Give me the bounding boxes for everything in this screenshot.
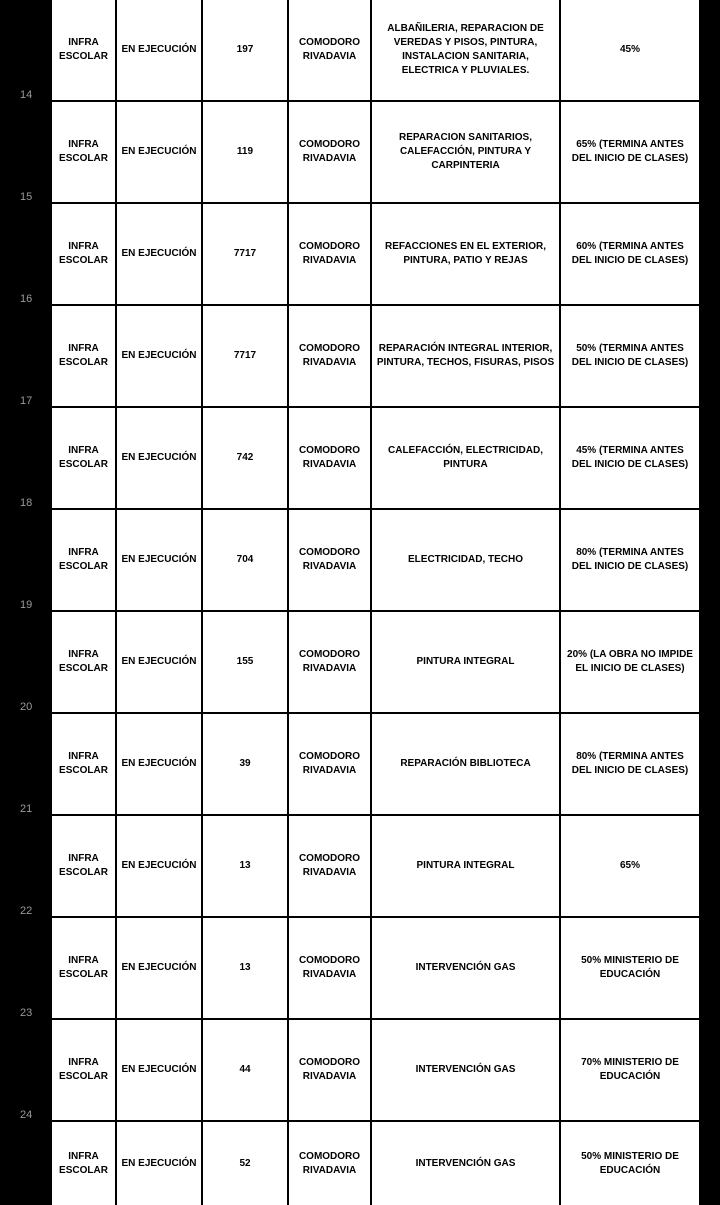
table-row (0, 918, 720, 1020)
tipo-cell[interactable]: INFRA ESCOLAR (50, 102, 117, 204)
row-number-label: 14 (20, 89, 33, 101)
row-number[interactable] (0, 510, 50, 612)
tipo-cell[interactable]: INFRA ESCOLAR (50, 714, 117, 816)
localidad-cell[interactable]: COMODORO RIVADAVIA (289, 306, 372, 408)
table-row (0, 102, 720, 204)
estado-cell[interactable]: EN EJECUCIÓN (117, 1122, 203, 1205)
table-row (0, 0, 720, 102)
table-row (0, 306, 720, 408)
localidad-cell[interactable]: COMODORO RIVADAVIA (289, 918, 372, 1020)
tipo-cell[interactable]: INFRA ESCOLAR (50, 1020, 117, 1122)
obra-cell[interactable]: INTERVENCIÓN GAS (372, 1020, 561, 1122)
tipo-cell[interactable]: INFRA ESCOLAR (50, 204, 117, 306)
estado-cell[interactable]: EN EJECUCIÓN (117, 408, 203, 510)
tipo-cell[interactable]: INFRA ESCOLAR (50, 408, 117, 510)
avance-cell[interactable]: 80% (TERMINA ANTES DEL INICIO DE CLASES) (561, 510, 701, 612)
escuela-cell[interactable]: 742 (203, 408, 289, 510)
estado-cell[interactable]: EN EJECUCIÓN (117, 204, 203, 306)
row-number[interactable] (0, 816, 50, 918)
escuela-cell[interactable]: 7717 (203, 204, 289, 306)
row-number[interactable] (0, 408, 50, 510)
row-number-label: 23 (20, 1007, 33, 1019)
avance-cell[interactable]: 60% (TERMINA ANTES DEL INICIO DE CLASES) (561, 204, 701, 306)
row-number-label: 21 (20, 803, 33, 815)
row-number[interactable] (0, 714, 50, 816)
tipo-cell[interactable]: INFRA ESCOLAR (50, 306, 117, 408)
estado-cell[interactable]: EN EJECUCIÓN (117, 1020, 203, 1122)
obra-cell[interactable]: REPARACIÓN BIBLIOTECA (372, 714, 561, 816)
row-number[interactable] (0, 204, 50, 306)
avance-cell[interactable]: 50% (TERMINA ANTES DEL INICIO DE CLASES) (561, 306, 701, 408)
avance-cell[interactable]: 45% (561, 0, 701, 102)
row-number[interactable] (0, 0, 50, 102)
avance-cell[interactable]: 20% (LA OBRA NO IMPIDE EL INICIO DE CLASES) (561, 612, 701, 714)
escuela-cell[interactable]: 13 (203, 816, 289, 918)
row-number-label: 16 (20, 293, 33, 305)
row-number[interactable] (0, 306, 50, 408)
table-row (0, 408, 720, 510)
localidad-cell[interactable]: COMODORO RIVADAVIA (289, 204, 372, 306)
estado-cell[interactable]: EN EJECUCIÓN (117, 510, 203, 612)
localidad-cell[interactable]: COMODORO RIVADAVIA (289, 102, 372, 204)
escuela-cell[interactable]: 13 (203, 918, 289, 1020)
escuela-cell[interactable]: 52 (203, 1122, 289, 1205)
row-number[interactable] (0, 612, 50, 714)
avance-cell[interactable]: 80% (TERMINA ANTES DEL INICIO DE CLASES) (561, 714, 701, 816)
avance-cell[interactable]: 65% (561, 816, 701, 918)
escuela-cell[interactable]: 44 (203, 1020, 289, 1122)
table-row (0, 1020, 720, 1122)
obra-cell[interactable]: INTERVENCIÓN GAS (372, 1122, 561, 1205)
table-row (0, 1122, 720, 1205)
obra-cell[interactable]: REPARACIÓN INTEGRAL INTERIOR, PINTURA, TECHOS, FISURAS, PISOS (372, 306, 561, 408)
obra-cell[interactable]: REPARACION SANITARIOS, CALEFACCIÓN, PINTURA Y CARPINTERIA (372, 102, 561, 204)
row-number-label: 24 (20, 1109, 33, 1121)
row-number[interactable] (0, 1122, 50, 1205)
table-row (0, 204, 720, 306)
avance-cell[interactable]: 65% (TERMINA ANTES DEL INICIO DE CLASES) (561, 102, 701, 204)
row-number[interactable] (0, 918, 50, 1020)
avance-cell[interactable]: 50% MINISTERIO DE EDUCACIÓN (561, 918, 701, 1020)
row-number-label: 18 (20, 497, 33, 509)
obra-cell[interactable]: ELECTRICIDAD, TECHO (372, 510, 561, 612)
row-number-label: 17 (20, 395, 33, 407)
localidad-cell[interactable]: COMODORO RIVADAVIA (289, 1020, 372, 1122)
avance-cell[interactable]: 50% MINISTERIO DE EDUCACIÓN (561, 1122, 701, 1205)
obra-cell[interactable]: ALBAÑILERIA, REPARACION DE VEREDAS Y PISOS, PINTURA, INSTALACION SANITARIA, ELECTRICA Y PLUVIALES. (372, 0, 561, 102)
estado-cell[interactable]: EN EJECUCIÓN (117, 918, 203, 1020)
tipo-cell[interactable]: INFRA ESCOLAR (50, 612, 117, 714)
escuela-cell[interactable]: 197 (203, 0, 289, 102)
obra-cell[interactable]: CALEFACCIÓN, ELECTRICIDAD, PINTURA (372, 408, 561, 510)
row-number[interactable] (0, 1020, 50, 1122)
tipo-cell[interactable]: INFRA ESCOLAR (50, 816, 117, 918)
table-row (0, 816, 720, 918)
tipo-cell[interactable]: INFRA ESCOLAR (50, 918, 117, 1020)
tipo-cell[interactable]: INFRA ESCOLAR (50, 0, 117, 102)
estado-cell[interactable]: EN EJECUCIÓN (117, 102, 203, 204)
tipo-cell[interactable]: INFRA ESCOLAR (50, 1122, 117, 1205)
tipo-cell[interactable]: INFRA ESCOLAR (50, 510, 117, 612)
row-number-label: 19 (20, 599, 33, 611)
obra-cell[interactable]: REFACCIONES EN EL EXTERIOR, PINTURA, PATIO Y REJAS (372, 204, 561, 306)
row-number-label: 22 (20, 905, 33, 917)
estado-cell[interactable]: EN EJECUCIÓN (117, 816, 203, 918)
estado-cell[interactable]: EN EJECUCIÓN (117, 0, 203, 102)
row-number[interactable] (0, 102, 50, 204)
row-number-label: 20 (20, 701, 33, 713)
escuela-cell[interactable]: 39 (203, 714, 289, 816)
localidad-cell[interactable]: COMODORO RIVADAVIA (289, 408, 372, 510)
obra-cell[interactable]: PINTURA INTEGRAL (372, 612, 561, 714)
escuela-cell[interactable]: 7717 (203, 306, 289, 408)
row-number-label: 15 (20, 191, 33, 203)
avance-cell[interactable]: 45% (TERMINA ANTES DEL INICIO DE CLASES) (561, 408, 701, 510)
estado-cell[interactable]: EN EJECUCIÓN (117, 306, 203, 408)
escuela-cell[interactable]: 704 (203, 510, 289, 612)
estado-cell[interactable]: EN EJECUCIÓN (117, 612, 203, 714)
localidad-cell[interactable]: COMODORO RIVADAVIA (289, 1122, 372, 1205)
escuela-cell[interactable]: 155 (203, 612, 289, 714)
obra-cell[interactable]: PINTURA INTEGRAL (372, 816, 561, 918)
obra-cell[interactable]: INTERVENCIÓN GAS (372, 918, 561, 1020)
table-row (0, 510, 720, 612)
localidad-cell[interactable]: COMODORO RIVADAVIA (289, 510, 372, 612)
avance-cell[interactable]: 70% MINISTERIO DE EDUCACIÓN (561, 1020, 701, 1122)
table-row (0, 612, 720, 714)
estado-cell[interactable]: EN EJECUCIÓN (117, 714, 203, 816)
localidad-cell[interactable]: COMODORO RIVADAVIA (289, 816, 372, 918)
escuela-cell[interactable]: 119 (203, 102, 289, 204)
localidad-cell[interactable]: COMODORO RIVADAVIA (289, 612, 372, 714)
localidad-cell[interactable]: COMODORO RIVADAVIA (289, 714, 372, 816)
localidad-cell[interactable]: COMODORO RIVADAVIA (289, 0, 372, 102)
table-row (0, 714, 720, 816)
